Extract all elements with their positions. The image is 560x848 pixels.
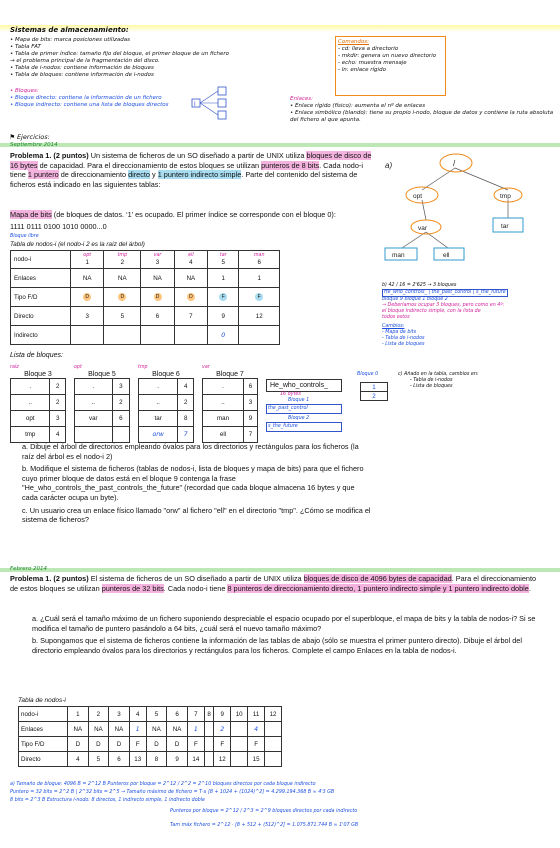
tabla-nodos-title: Tabla de nodos-i (el nodo-i 2 es la raíz del árbol) xyxy=(10,241,145,248)
tabla-nodos-title: Tabla de nodos-i xyxy=(18,697,66,704)
ejercicios-header: ⚑ Ejercicios: xyxy=(10,133,50,141)
enlaces-notes xyxy=(290,96,555,124)
table-row: Directo 3 5 6 7 9 12 xyxy=(11,307,280,326)
divider xyxy=(0,143,560,147)
directory-tree xyxy=(380,148,550,263)
question-b: b. Modifique el sistema de ficheros (tablas de nodos-i, lista de bloques y mapa de bits) para que el fichero cuyo primer bloque de datos está en el bloque 9 contenga la frase "He_who_controls_the_past_controls_the_future" (recordad que cada bloque almacena 16 bytes y que cada carácter ocupa un byte). xyxy=(22,464,364,502)
question-c: c. Un usuario crea un enlace físico llamado "orw" al fichero "ell" en el directorio "tmp". ¿Cómo se modifica el sistema de ficheros? xyxy=(22,505,371,525)
flag-icon: ⚑ xyxy=(10,133,17,141)
enlace-note: • Enlace simbólico (blando): tiene su propio i-nodo, bloque de datos y contiene la ruta absoluta del fichero al que apunta. xyxy=(290,110,554,123)
problem-2-questions xyxy=(32,614,542,655)
mapa-bits-text: Mapa de bits (de bloques de datos. ‘1’ es ocupado. El primer índice se corresponde con el bloque 0): xyxy=(10,210,336,219)
table-row: Enlaces NA NA NA NA 1 1 xyxy=(11,269,280,288)
answer-c: c) Añado en la tabla, cambios en: - Tabla de i-nodos - Lista de bloques xyxy=(398,372,479,389)
note-line: • Tabla de primer índice: tamaño fijo del bloque, el primer bloque de un fichero xyxy=(10,51,230,57)
bloque-table: var Bloque 7 . 6 .. 3 man 9 ell 7 xyxy=(202,365,258,443)
problem-1-statement: Problema 1. (2 puntos) Un sistema de ficheros de un SO diseñado a partir de UNIX utiliza bloques de disco de 16 bytes de capacidad. Para el direccionamiento de estos bloques se utilizan punteros de 8 bits. Cada nodo-i tiene 1 puntero de direccionamiento directo y 1 puntero indirecto simple. Parte del contenido del sistema de ficheros está indicado en las siguientes tablas: xyxy=(10,151,372,189)
enlaces-title: Enlaces: xyxy=(290,96,313,102)
answers-bottom: a) Tamaño de bloque: 4096 B = 2^12 B Punteros por bloque = 2^12 / 2^2 = 2^10 bloques directos por cada bloque indirecto Puntero = 32 bits = 2^2 B | 2^32 bits = 2^5 → Tamaño máximo de fichero = T·x [8 + 1024 + (1024)^2] = 4.299.194.368 B ≈ 4'3 GB 8 bits = 2^3 B Estructura i-nodo: 8 directos, 1 indirecto simple, 1 indirecto doble Punteros por bloque = 2^12 / 2^3 = 2^9 bloques directos por cada indirecto Tam máx fichero = 2^12 · [8 + 512 + (512)^2] = 1.075.871.744 B ≈ 1'07 GB xyxy=(10,782,359,828)
bloques-title: • Bloques: xyxy=(10,88,39,94)
question-a: a. ¿Cuál será el tamaño máximo de un fichero suponiendo despreciable el espacio ocupado por el superbloque, el mapa de bits y la tabla de nodos-i? Si se modifica el tamaño de puntero pasándolo a 64 bits, ¿cuál será el nuevo tamaño máximo? xyxy=(32,614,536,633)
comandos-title: Comandos: xyxy=(338,39,369,45)
col-header: ell 4 xyxy=(174,251,207,269)
tree-label: a) xyxy=(385,161,393,170)
table-row: Enlaces NA NA NA 1 NA NA 1 2 4 xyxy=(19,722,282,737)
tree-node: opt xyxy=(413,193,423,200)
bloque-note: • Bloque indirecto: contiene una lista de bloques directos xyxy=(10,102,169,108)
col-header: var 3 xyxy=(141,251,174,269)
col-header: opt 1 xyxy=(71,251,104,269)
date-label: Septiembre 2014 xyxy=(10,142,58,148)
question-a: a. Dibuje el árbol de directorios empleando óvalos para los directorios y rectángulos para los ficheros (la raíz del árbol es el nodo-i 2) xyxy=(22,442,359,461)
table-row: Indirecto 0 xyxy=(11,326,280,345)
answer-b: b) 42 / 16 = 2'625 → 3 bloques He_who_controls_ | the_past_control | s_the_future bloque 9 bloque 1 bloque 2 → Deberíamos ocupar 3 bloques, pero como en 4º: el bloque indirecto simple, con la lista de todos estos Cambios: - Mapa de bits - Tabla de i-nodos - Lista de bloques xyxy=(382,283,506,347)
tabla-nodos-i-2: nodo-i 1 2 3 4 5 6 7 8 9 10 11 12 Enlaces NA NA NA 1 NA NA 1 2 4 Tipo F/D D D D F D D F F F Directo 4 5 6 13 8 9 14 12 15 xyxy=(18,706,282,767)
tree-node: var xyxy=(418,225,428,232)
bloque-libre-note: Bloque libre xyxy=(10,234,39,239)
blocks-diagram xyxy=(190,86,240,126)
col-header: nodo-i xyxy=(11,251,71,269)
comando-line: - cd: lleva a directorio xyxy=(338,46,399,52)
note-line: • Tabla de i-nodos: contiene información de bloques xyxy=(10,65,154,71)
table-row: Tipo F/D D D D F D D F F F xyxy=(19,737,282,752)
divider xyxy=(0,568,560,572)
tree-node: / xyxy=(453,159,456,168)
mapa-bits-value: 1111 0111 0100 1010 0000...0 xyxy=(10,222,107,231)
col-header: man 6 xyxy=(239,251,280,269)
comando-line: - ln: enlace rígido xyxy=(338,67,386,73)
problem-2-statement: Problema 1. (2 puntos) El sistema de ficheros de un SO diseñado a partir de UNIX utiliza bloques de disco de 4096 bytes de capacidad. Para el direccionamiento de estos bloques se utilizan punteros de 32 bits. Cada nodo-i tiene 8 punteros de direccionamiento directo, 1 puntero indirecto simple y 1 puntero indirecto doble. xyxy=(10,574,537,593)
tabla-nodos-i xyxy=(10,250,280,345)
notes-title: Sistemas de almacenamiento: xyxy=(10,26,129,34)
lista-bloques xyxy=(10,365,342,443)
comandos-box xyxy=(335,36,446,96)
bloque-table: opt Bloque 5 . 3 .. 2 var 6 xyxy=(74,365,130,443)
comando-line: - echo: muestra mensaje xyxy=(338,60,407,66)
comando-line: - mkdir: genera un nuevo directorio xyxy=(338,53,437,59)
bloque-table: raíz Bloque 3 . 2 .. 2 opt 3 tmp 4 xyxy=(10,365,66,443)
enlace-note: • Enlace rígido (físico): aumenta el nº de enlaces xyxy=(290,103,426,109)
note-line: • Tabla FAT xyxy=(10,44,41,50)
tree-node: ell xyxy=(443,252,450,259)
col-header: tar 5 xyxy=(208,251,239,269)
bloque-0-label: Bloque 0 xyxy=(357,372,379,377)
svg-text:I: I xyxy=(194,102,196,108)
note-line: • Tabla de bloques: contiene información de i-nodos xyxy=(10,72,154,78)
question-b: b. Supongamos que el sistema de ficheros contiene la información de las tablas de abajo (sólo se muestra el primer puntero directo). Dibuje el árbol del directorio empleando óvalos para los directorios y rectángulos para los ficheros. Complete el campo Enlaces en la tabla de nodos-i. xyxy=(32,636,522,655)
notes-list xyxy=(10,37,230,79)
tree-node: man xyxy=(392,252,405,259)
col-header: tmp 2 xyxy=(104,251,141,269)
bloque-note: • Bloque directo: contiene la información de un fichero xyxy=(10,95,162,101)
table-row: Tipo F/D D D D D F F xyxy=(11,288,280,307)
bloque-9-ell: He_who_controls_ 16 bytes Bloque 1 the_past_control Bloque 2 s_the_future xyxy=(266,365,342,443)
date-label: Febrero 2014 xyxy=(10,566,48,572)
bloque-0-table: 1 2 xyxy=(360,382,388,401)
note-line: • Mapa de bits: marca posiciones utilizadas xyxy=(10,37,130,43)
table-row: Directo 4 5 6 13 8 9 14 12 15 xyxy=(19,752,282,767)
tree-node: tmp xyxy=(500,193,511,200)
note-line: → el problema principal de la fragmentación del disco. xyxy=(10,58,160,64)
lista-bloques-title: Lista de bloques: xyxy=(10,352,63,359)
bloque-table: tmp Bloque 6 . 4 .. 2 tar 8 orw 7 xyxy=(138,365,194,443)
bloques-notes xyxy=(10,88,210,109)
tree-node: tar xyxy=(501,223,509,230)
questions-list xyxy=(22,442,372,525)
